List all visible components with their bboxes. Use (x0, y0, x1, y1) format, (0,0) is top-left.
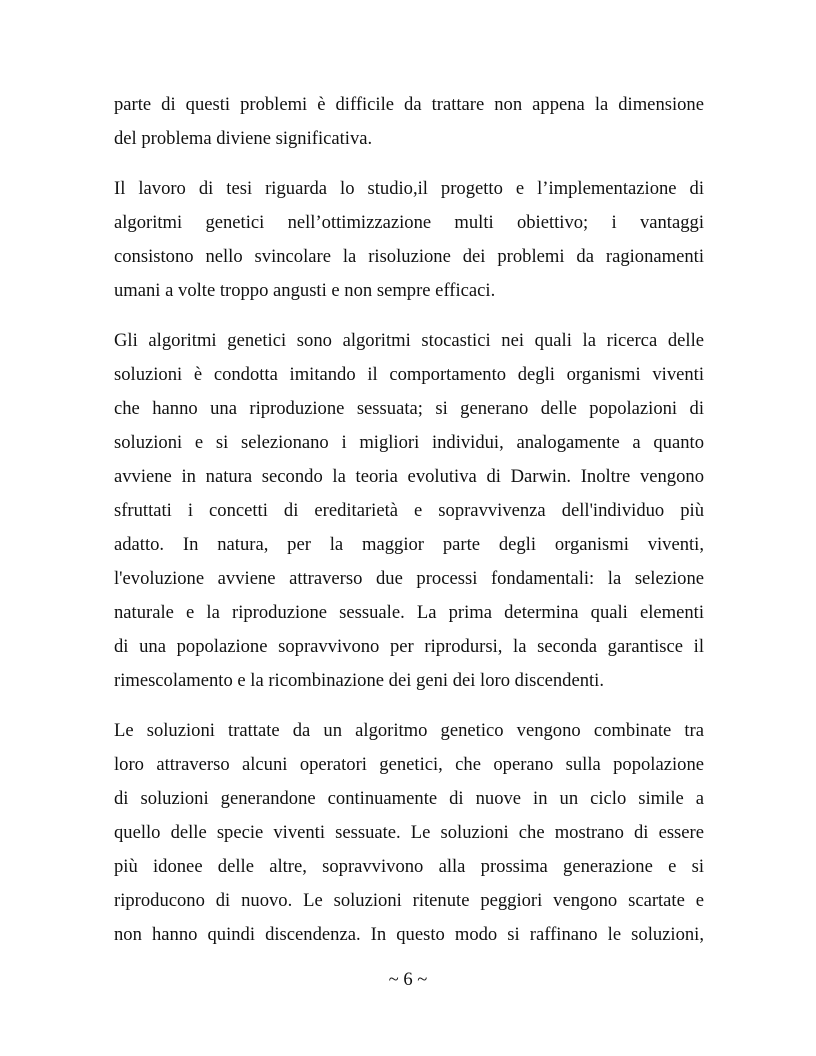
text-line: non hanno quindi discendenza. In questo modo si raffinano le soluzioni, (114, 924, 704, 945)
text-line: che hanno una riproduzione sessuata; si generano delle popolazioni di (114, 398, 704, 419)
text-line: rimescolamento e la ricombinazione dei geni dei loro discendenti. (114, 670, 604, 691)
paragraph-3 (114, 324, 704, 698)
paragraph-1 (114, 88, 704, 156)
text-line: quello delle specie viventi sessuate. Le soluzioni che mostrano di essere (114, 822, 704, 843)
text-line: l'evoluzione avviene attraverso due processi fondamentali: la selezione (114, 568, 704, 589)
text-line: umani a volte troppo angusti e non sempre efficaci. (114, 280, 496, 301)
text-line: soluzioni e si selezionano i migliori individui, analogamente a quanto (114, 432, 704, 453)
page-number: ~ 6 ~ (388, 969, 428, 990)
text-line: naturale e la riproduzione sessuale. La prima determina quali elementi (114, 602, 704, 623)
text-line: riproducono di nuovo. Le soluzioni ritenute peggiori vengono scartate e (114, 890, 704, 911)
text-line: più idonee delle altre, sopravvivono alla prossima generazione e si (114, 856, 704, 877)
text-line: algoritmi genetici nell’ottimizzazione multi obiettivo; i vantaggi (114, 212, 704, 233)
paragraph-4 (114, 714, 704, 952)
text-line: di soluzioni generandone continuamente di nuove in un ciclo simile a (114, 788, 704, 809)
text-line: loro attraverso alcuni operatori genetici, che operano sulla popolazione (114, 754, 704, 775)
text-line: Gli algoritmi genetici sono algoritmi stocastici nei quali la ricerca delle (114, 330, 704, 351)
text-line: soluzioni è condotta imitando il comportamento degli organismi viventi (114, 364, 704, 385)
text-line: sfruttati i concetti di ereditarietà e sopravvivenza dell'individuo più (114, 500, 704, 521)
text-line: Le soluzioni trattate da un algoritmo genetico vengono combinate tra (114, 720, 704, 741)
text-line: Il lavoro di tesi riguarda lo studio,il progetto e l’implementazione di (114, 178, 704, 199)
paragraph-2 (114, 172, 704, 308)
page-body (114, 88, 704, 968)
text-line: del problema diviene significativa. (114, 128, 373, 149)
text-line: di una popolazione sopravvivono per riprodursi, la seconda garantisce il (114, 636, 704, 657)
text-line: adatto. In natura, per la maggior parte degli organismi viventi, (114, 534, 704, 555)
text-line: avviene in natura secondo la teoria evolutiva di Darwin. Inoltre vengono (114, 466, 704, 487)
text-line: consistono nello svincolare la risoluzione dei problemi da ragionamenti (114, 246, 704, 267)
text-line: parte di questi problemi è difficile da trattare non appena la dimensione (114, 94, 704, 115)
